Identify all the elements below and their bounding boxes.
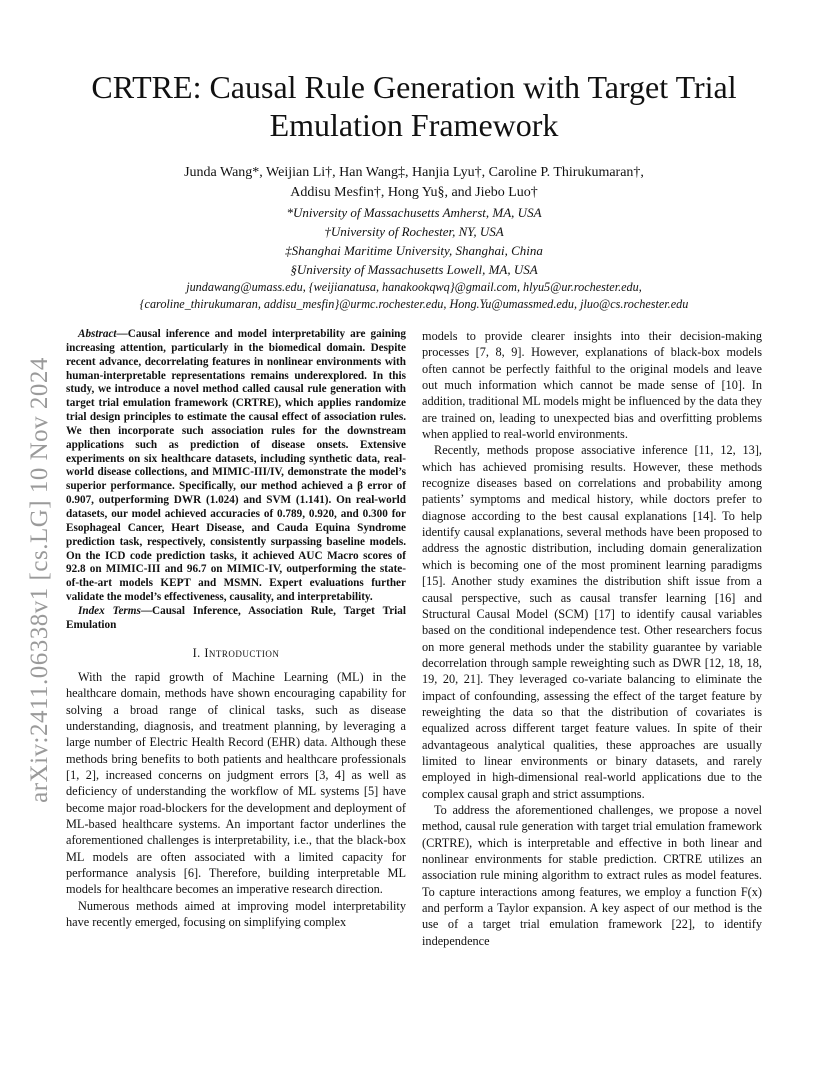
author-block [60,163,768,313]
intro-paragraph-2: Numerous methods aimed at improving model interpretability have recently emerged, focusing on simplifying complex [66,898,406,930]
index-terms-text: —Causal Inference, Association Rule, Target Trial Emulation [66,604,406,631]
emails-line-2: {caroline_thirukumaran, addisu_mesfin}@urmc.rochester.edu, Hong.Yu@umassmed.edu, jluo@cs.rochester.edu [139,297,689,311]
affiliation-umass-amherst: *University of Massachusetts Amherst, MA, USA [286,205,542,220]
intro-paragraph-1: With the rapid growth of Machine Learning (ML) in the healthcare domain, methods have shown encouraging capability for solving a broad range of clinical tasks, such as disease understanding, diagnosis, and treatment planning, by leveraging a large number of Electric Health Record (EHR) data. Although these methods bring benefits to both patients and healthcare professionals [1, 2], increased concerns on judgment errors [3, 4] as well as deficiency of understanding the workflow of ML systems [5] have become major road-blockers for the development and deployment of ML-based healthcare systems. An important factor underlines the aforementioned challenges is interpretability, i.e., that the black-box ML models are often associated with a limited capacity for performance analysis [6]. Therefore, building interpretable ML models for healthcare becomes an imperative research direction. [66,669,406,897]
affiliation-rochester: †University of Rochester, NY, USA [324,224,504,239]
affiliation-shanghai-maritime: ‡Shanghai Maritime University, Shanghai, China [285,243,543,258]
intro-paragraph-2-continued: models to provide clearer insights into their decision-making processes [7, 8, 9]. However, explanations of black-box models often cannot be perfectly faithful to the original models and leave out much information which cannot be made sense of [10]. In addition, traditional ML models might be influenced by the data they are trained on, leading to unexpected bias and overfitting problems when applied to real-world environments. [422,329,762,442]
intro-paragraph-4: To address the aforementioned challenges, we propose a novel method, causal rule generation with target trial emulation framework (CRTRE), which is interpretable and effective in both linear and nonlinear environments for stable prediction. CRTRE utilizes an association rule mining algorithm to extract rules as model features. To capture interactions among features, we employ a function F(x) and perform a Taylor expansion. A key aspect of our method is the use of a target trial emulation framework [22], to identify independence [422,802,762,948]
left-column [66,328,406,930]
abstract-text: —Causal inference and model interpretability are gaining increasing attention, particularly in the biomedical domain. Despite recent advance, decorrelating features in nonlinear environments with human-interpretable representations remains underexplored. In this study, we introduce a novel method called causal rule generation with target trial emulation framework (CRTRE), which applies randomize trial design principles to estimate the causal effect of association rules. We then incorporate such association rules for the downstream applications such as prediction of disease onsets. Extensive experiments on six healthcare datasets, including synthetic data, real-world disease collections, and MIMIC-III/IV, demonstrate the model’s superior performance. Specifically, our method achieved a β error of 0.907, outperforming DWR (1.024) and SVM (1.141). On real-world datasets, our model achieved accuracies of 0.789, 0.920, and 0.300 for Esophageal Cancer, Heart Disease, and Cauda Equina Syndrome prediction task, respectively, consistently surpassing baseline models. On the ICD code prediction tasks, it achieved AUC Macro scores of 92.8 on MIMIC-III and 96.7 on MIMIC-IV, outperforming the state-of-the-art models KEPT and MSMN. Expert evaluations further validate the model’s effectiveness, causality, and interpretability. [66,328,406,604]
abstract [66,328,406,605]
authors-line-2: Addisu Mesfin†, Hong Yu§, and Jiebo Luo† [290,185,538,200]
emails-line-1: jundawang@umass.edu, {weijianatusa, hanakookqwq}@gmail.com, hlyu5@ur.rochester.edu, [186,280,642,294]
section-number: I. [192,645,201,660]
section-title: Introduction [204,645,280,660]
index-terms [66,605,406,633]
section-heading-introduction [66,645,406,661]
authors-line-1: Junda Wang*, Weijian Li†, Han Wang‡, Hanjia Lyu†, Caroline P. Thirukumaran†, [184,165,644,180]
affiliation-umass-lowell: §University of Massachusetts Lowell, MA, USA [290,262,538,277]
right-column [422,328,762,949]
intro-paragraph-3: Recently, methods propose associative inference [11, 12, 13], which has achieved promising results. However, these methods recognize diseases based on correlations and probability among patients’ symptoms and medical history, while doctors prefer to diagnose according to the best causal explanations [14]. To help identify causal explanations, several methods have been proposed to address the agnostic distribution, including domain generalization which is becoming one of the most prominent learning paradigms [15]. Another study examines the distribution shift issue from a causal perspective, such as causal transfer learning [16] and Structural Causal Model (SCM) [17] to identify causal variables based on the conditional independence test. Other researchers focus on more general methods under the stability guarantee by variable decorrelation through sample reweighting such as DWR [12, 18, 18, 19, 20, 21]. They leveraged co-variate balancing to eliminate the impact of confounding, assessing the effect of the target feature by reweighting the data so that the distribution of covariates is equalized across different target feature values. In spite of their advantageous analytical qualities, these approaches are usually limited to linear environments or binary datasets, and rarely employed in high-dimensional real-world applications due to the complex causal graph and strict assumptions. [422,443,762,801]
arxiv-identifier: arXiv:2411.06338v1 [cs.LG] 10 Nov 2024 [26,357,53,803]
abstract-label: Abstract [78,328,117,340]
index-terms-label: Index Terms [78,604,141,617]
paper-title: CRTRE: Causal Rule Generation with Target Trial Emulation Framework [91,69,737,143]
